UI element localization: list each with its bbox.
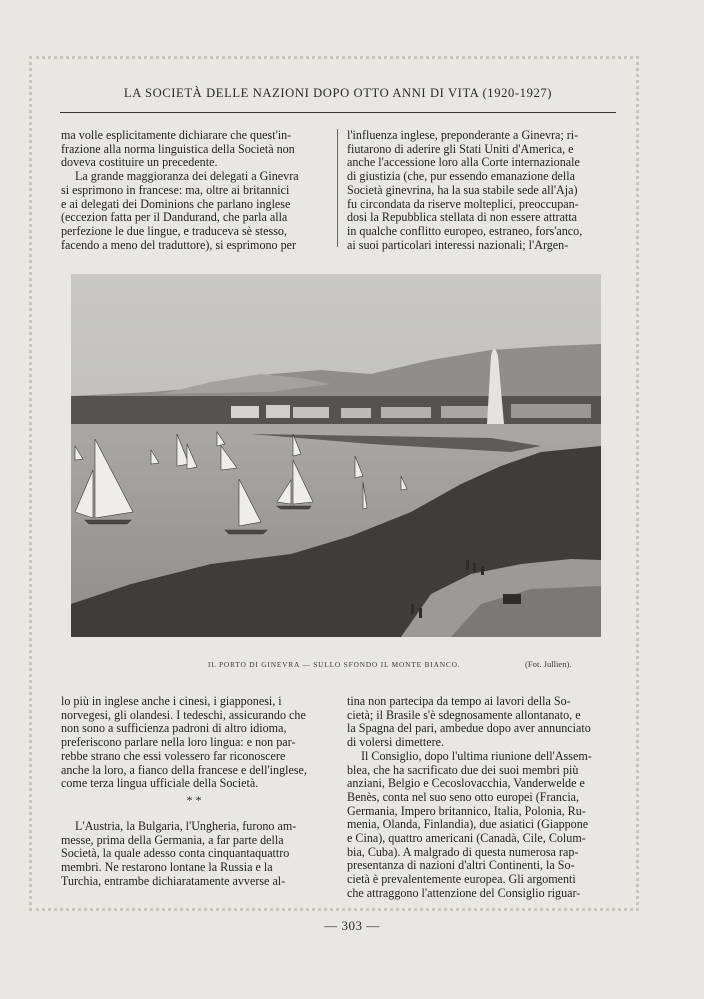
text-line: presentanza di nazioni d'altri Continenti, la So-	[347, 858, 575, 873]
text-line: ai suoi particolari interessi nazionali; l'Argen-	[347, 237, 569, 252]
text-line: membri. Ne restarono lontane la Russia e la	[61, 860, 273, 875]
photo-caption: IL PORTO DI GINEVRA — SULLO SFONDO IL MONTE BIANCO.	[208, 660, 461, 669]
text-line: e Cina), quattro americani (Canadà, Cile, Colum-	[347, 831, 586, 846]
text-line: si esprimono in francese: ma, oltre ai britannici	[61, 182, 290, 197]
text-line: blea, che ha sacrificato due dei suoi membri più	[347, 762, 579, 777]
text-line: l'influenza inglese, preponderante a Ginevra; ri-	[347, 128, 579, 142]
text-line: facendo a meno del traduttore), si esprimono per	[61, 237, 297, 252]
page-number: — 303 —	[324, 918, 380, 933]
column-divider	[337, 129, 338, 247]
text-line: che attraggono l'attenzione del Consiglio riguar-	[347, 885, 581, 900]
text-line: di giustizia (che, pur essendo emanazione della	[347, 169, 576, 184]
text-line: la Spagna del pari, ambedue dopo aver annunciato	[347, 721, 591, 736]
text-line: norvegesi, gli olandesi. I tedeschi, assicurando che	[61, 707, 306, 722]
text-line: ma volle esplicitamente dichiarare che quest'in-	[61, 128, 292, 142]
bottom-left-column-a	[61, 695, 331, 791]
text-line: preferiscono parlare nella loro lingua: e non par-	[61, 735, 296, 750]
text-line: lo più in inglese anche i cinesi, i giapponesi, i	[61, 694, 282, 708]
text-line: anche l'accessione loro alla Corte internazionale	[347, 155, 580, 170]
text-line: in qualche conflitto europeo, estraneo, fors'anco,	[347, 223, 583, 238]
text-line: tina non partecipa da tempo ai lavori della So-	[347, 694, 571, 708]
text-line: (eccezion fatta per il Dandurand, che parla alla	[61, 210, 288, 225]
text-line: bia, Cuba). A malgrado di questa numerosa rap-	[347, 844, 579, 859]
text-line: Benès, conta nel suo seno otto europei (Francia,	[347, 789, 580, 804]
running-header: LA SOCIETÀ DELLE NAZIONI DOPO OTTO ANNI DI VITA (1920-1927)	[123, 86, 553, 100]
harbor-photograph	[71, 274, 601, 637]
text-line: anziani, Belgio e Cecoslovacchia, Vanderwelde e	[347, 776, 585, 791]
text-line: Germania, Impero britannico, Italia, Polonia, Ru-	[347, 803, 586, 818]
text-line: fiutarono di aderire gli Stati Uniti d'America, e	[347, 141, 574, 156]
text-line: fu circondata da riserve molteplici, preoccupan-	[347, 196, 579, 211]
text-line: di volersi dimettere.	[347, 735, 445, 750]
photo-credit: (Fot. Jullien).	[525, 659, 572, 669]
text-line: cietà; il Brasile s'è sdegnosamente allontanato, e	[347, 707, 581, 722]
text-line: dosi la Repubblica stellata di non essere attratta	[347, 210, 578, 225]
bottom-left-column-b	[61, 820, 331, 889]
bottom-right-column	[347, 695, 616, 901]
text-line: come terza lingua ufficiale della Società.	[61, 776, 259, 791]
text-line: cietà è prevalentemente europea. Gli argomenti	[347, 872, 576, 887]
header-rule	[60, 112, 616, 113]
text-line: anche la loro, a fianco della francese e dell'inglese,	[61, 762, 307, 777]
text-line: Società ginevrina, ha la sua stabile sede all'Aja)	[347, 182, 578, 197]
text-line: rebbe strano che essi volessero far riconoscere	[61, 748, 286, 763]
text-line: messe, prima della Germania, a far parte della	[61, 832, 284, 847]
section-asterism: * *	[186, 793, 202, 807]
text-line: frazione alla norma linguistica della Società non	[61, 141, 295, 156]
text-line: La grande maggioranza dei delegati a Ginevra	[75, 169, 299, 184]
top-left-column	[61, 129, 331, 252]
text-line: Società, la quale adesso conta cinquantaquattro	[61, 846, 290, 861]
text-line: menia, Olanda, Finlandia), due asiatici (Giappone	[347, 817, 589, 832]
top-right-column	[347, 129, 616, 252]
text-line: e ai delegati dei Dominions che parlano inglese	[61, 196, 291, 211]
text-line: Turchia, entrambe dichiaratamente avverse al-	[61, 873, 286, 888]
text-line: L'Austria, la Bulgaria, l'Ungheria, furono am-	[75, 819, 297, 833]
text-line: doveva costituire un precedente.	[61, 155, 218, 170]
text-line: non sono a sufficienza padroni di altro idioma,	[61, 721, 287, 736]
text-line: perfezione le due lingue, e traduceva sè stesso,	[61, 223, 287, 238]
text-line: Il Consiglio, dopo l'ultima riunione dell'Assem-	[361, 748, 592, 763]
